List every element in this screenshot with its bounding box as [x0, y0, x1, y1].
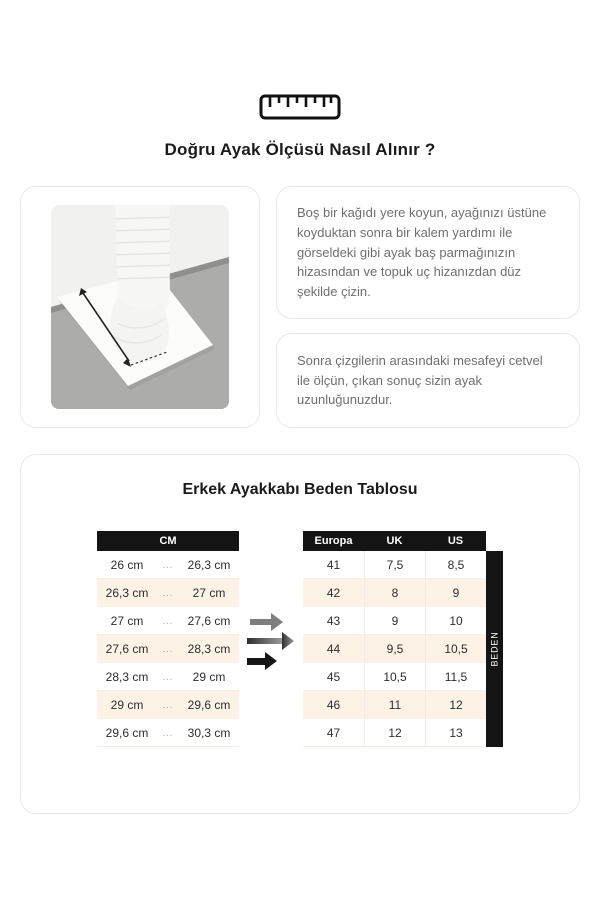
cm-value: 29 cm	[192, 669, 226, 684]
size-value: 42	[326, 586, 341, 600]
size-chart-card	[20, 454, 580, 814]
cm-table	[97, 531, 239, 747]
cm-table-header: CM	[97, 531, 239, 551]
cm-value: 26 cm	[110, 557, 144, 572]
cm-table-row	[97, 719, 239, 747]
size-value: 44	[326, 642, 341, 656]
cm-table-row	[97, 607, 239, 635]
instruction-step-2	[276, 333, 580, 428]
cm-value: 27,6 cm	[187, 613, 231, 628]
size-value: 11,5	[425, 663, 486, 690]
size-value: 10	[425, 607, 486, 634]
cm-value: 28,3 cm	[187, 642, 231, 656]
size-value: 47	[326, 725, 341, 740]
cm-value: 27 cm	[110, 613, 144, 628]
size-table-header-row	[303, 531, 486, 551]
cm-table-row	[97, 635, 239, 663]
instruction-steps	[276, 186, 580, 428]
size-table-wrap	[303, 531, 503, 747]
cm-value: 29,6 cm	[105, 725, 149, 740]
beden-side-label-text: BEDEN	[489, 631, 500, 667]
cm-value: 30,3 cm	[187, 725, 231, 740]
size-value: 9	[364, 607, 425, 634]
cm-table-row	[97, 551, 239, 579]
size-chart-title: Erkek Ayakkabı Beden Tablosu	[182, 481, 418, 498]
size-value: 41	[326, 557, 341, 572]
size-value: 7,5	[364, 551, 425, 578]
size-value: 9	[425, 579, 486, 607]
range-separator: ...	[162, 559, 174, 570]
range-separator: ...	[162, 644, 174, 654]
instruction-step-2-text: Sonra çizgilerin arasındaki mesafeyi cetvel ile ölçün, çıkan sonuç sizin ayak uzunluğunuzdur.	[297, 352, 543, 408]
instruction-step-1	[276, 186, 580, 319]
size-value: 9,5	[364, 635, 425, 663]
size-table-row	[303, 691, 486, 719]
instructions-section	[20, 186, 580, 428]
ruler-icon	[259, 94, 341, 120]
size-value: 45	[326, 669, 341, 684]
size-value: 12	[364, 719, 425, 746]
range-separator: ...	[162, 671, 174, 682]
cm-value: 26,3 cm	[105, 586, 149, 600]
range-separator: ...	[162, 615, 174, 626]
range-separator: ...	[162, 588, 174, 598]
cm-value: 27,6 cm	[105, 642, 149, 656]
cm-value: 27 cm	[192, 586, 226, 600]
size-table-header-uk: UK	[386, 535, 403, 547]
size-table-body	[303, 551, 486, 747]
size-value: 10,5	[364, 663, 425, 690]
size-table-row	[303, 663, 486, 691]
size-table	[303, 531, 486, 747]
range-separator: ...	[162, 727, 174, 738]
size-chart-tables	[21, 531, 579, 747]
cm-table-row	[97, 663, 239, 691]
cm-value: 26,3 cm	[187, 557, 231, 572]
size-table-row	[303, 579, 486, 607]
size-value: 13	[425, 719, 486, 746]
cm-table-body	[97, 551, 239, 747]
conversion-arrows-icon	[239, 611, 303, 671]
size-value: 8,5	[425, 551, 486, 578]
beden-side-label	[486, 551, 503, 747]
page-title: Doğru Ayak Ölçüsü Nasıl Alınır ?	[164, 140, 436, 159]
size-table-row	[303, 607, 486, 635]
cm-value: 29,6 cm	[187, 698, 231, 712]
size-table-row	[303, 551, 486, 579]
size-table-header-europa: Europa	[314, 535, 353, 547]
measurement-photo-card	[20, 186, 260, 428]
cm-table-row	[97, 579, 239, 607]
size-table-row	[303, 719, 486, 747]
cm-value: 28,3 cm	[105, 669, 149, 684]
size-table-header-us: US	[447, 535, 464, 547]
instruction-step-1-text: Boş bir kağıdı yere koyun, ayağınızı üstüne koyduktan sonra bir kalem yardımı ile görseldeki gibi ayak baş parmağınızın hizasından ve topuk uç hizanızdan düz şekilde çizin.	[297, 205, 547, 299]
size-value: 8	[364, 579, 425, 607]
size-value: 12	[425, 691, 486, 719]
size-value: 10,5	[425, 635, 486, 663]
hero-section	[0, 0, 600, 160]
size-value: 46	[326, 698, 341, 712]
size-value: 11	[364, 691, 425, 719]
foot-measurement-photo	[51, 205, 229, 409]
cm-value: 29 cm	[110, 698, 144, 712]
size-value: 43	[326, 613, 341, 628]
cm-table-row	[97, 691, 239, 719]
size-table-row	[303, 635, 486, 663]
range-separator: ...	[162, 700, 174, 710]
